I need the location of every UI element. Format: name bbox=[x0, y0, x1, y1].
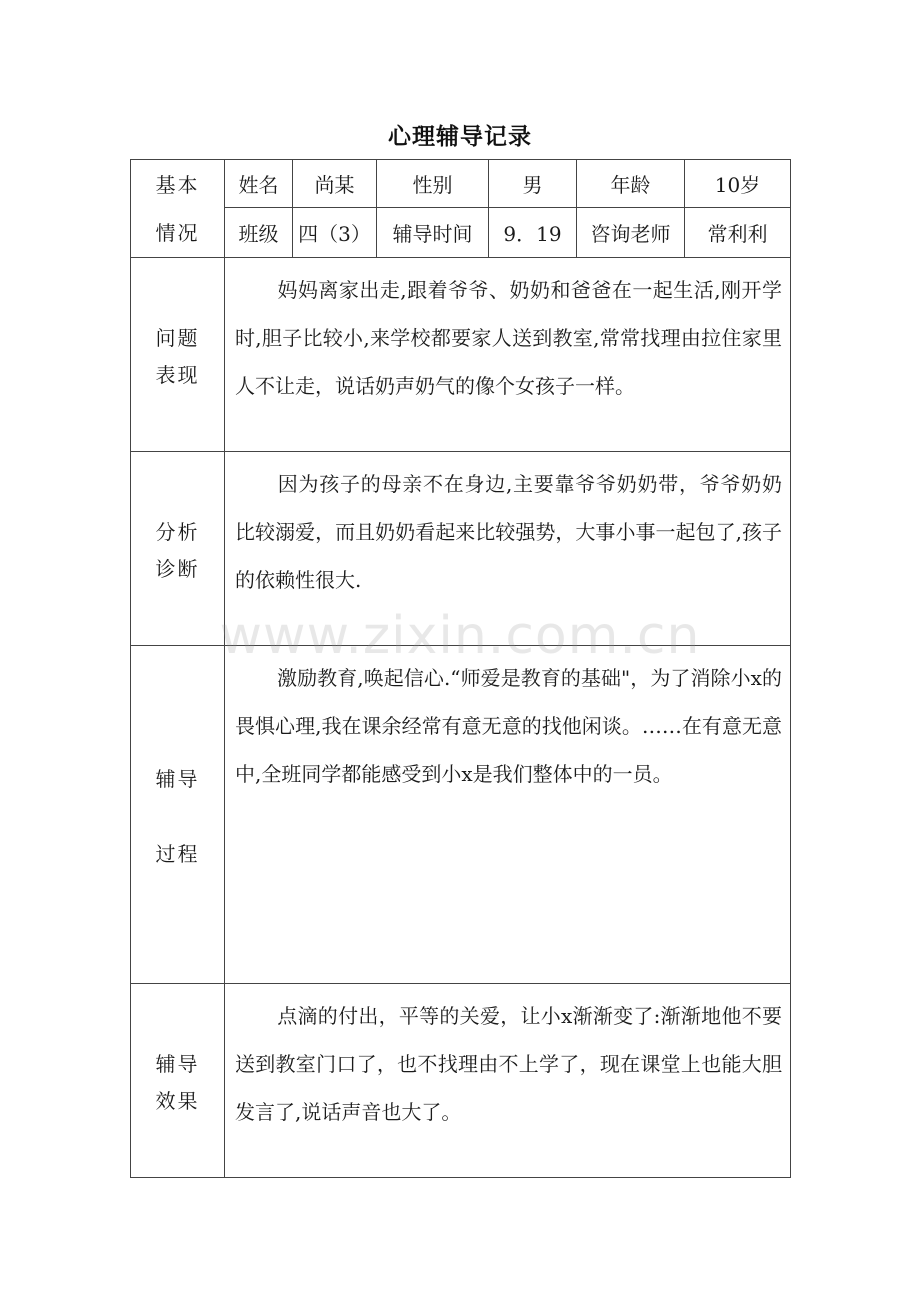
gender-label: 性别 bbox=[377, 160, 489, 208]
analysis-label-line2: 诊断 bbox=[155, 556, 200, 581]
effect-row bbox=[131, 984, 791, 1178]
teacher-label: 咨询老师 bbox=[577, 208, 685, 258]
basic-info-row-1 bbox=[131, 160, 791, 208]
process-content bbox=[225, 646, 791, 984]
problem-content bbox=[225, 258, 791, 452]
process-label bbox=[131, 646, 225, 984]
process-text: 激励教育,唤起信心.“师爱是教育的基础"，为了消除小x的畏惧心理,我在课余经常有意无意的找他闲谈。……在有意无意中,全班同学都能感受到小x是我们整体中的一员。 bbox=[235, 666, 782, 786]
problem-label-line2: 表现 bbox=[155, 362, 200, 387]
process-label-line2: 过程 bbox=[155, 841, 200, 866]
process-label-line1: 辅导 bbox=[155, 766, 200, 791]
basic-info-label-line2: 情况 bbox=[155, 220, 200, 245]
name-value: 尚某 bbox=[293, 160, 377, 208]
process-row bbox=[131, 646, 791, 984]
analysis-content bbox=[225, 452, 791, 646]
page-title: 心理辅导记录 bbox=[388, 124, 532, 150]
time-value: 9．19 bbox=[489, 208, 577, 258]
class-value: 四（3） bbox=[293, 208, 377, 258]
counseling-record-table bbox=[130, 159, 791, 1178]
time-label: 辅导时间 bbox=[377, 208, 489, 258]
class-label: 班级 bbox=[225, 208, 293, 258]
age-value: 10岁 bbox=[685, 160, 791, 208]
problem-label bbox=[131, 258, 225, 452]
watermark: www.zixin.com.cn bbox=[219, 606, 701, 666]
name-label: 姓名 bbox=[225, 160, 293, 208]
effect-label-line2: 效果 bbox=[155, 1088, 200, 1113]
analysis-text: 因为孩子的母亲不在身边,主要靠爷爷奶奶带，爷爷奶奶比较溺爱，而且奶奶看起来比较强势，大事小事一起包了,孩子的依赖性很大. bbox=[235, 472, 782, 592]
effect-label bbox=[131, 984, 225, 1178]
problem-label-line1: 问题 bbox=[155, 325, 200, 350]
effect-label-line1: 辅导 bbox=[155, 1051, 200, 1076]
analysis-row bbox=[131, 452, 791, 646]
basic-info-label bbox=[131, 160, 225, 258]
problem-row bbox=[131, 258, 791, 452]
teacher-value: 常利利 bbox=[685, 208, 791, 258]
analysis-label-line1: 分析 bbox=[155, 519, 200, 544]
problem-text: 妈妈离家出走,跟着爷爷、奶奶和爸爸在一起生活,刚开学时,胆子比较小,来学校都要家人送到教室,常常找理由拉住家里人不让走，说话奶声奶气的像个女孩子一样。 bbox=[235, 278, 782, 398]
basic-info-row-2 bbox=[131, 208, 791, 258]
effect-content bbox=[225, 984, 791, 1178]
basic-info-label-line1: 基本 bbox=[155, 172, 200, 197]
analysis-label bbox=[131, 452, 225, 646]
age-label: 年龄 bbox=[577, 160, 685, 208]
effect-text: 点滴的付出，平等的关爱，让小x渐渐变了:渐渐地他不要送到教室门口了，也不找理由不上学了，现在课堂上也能大胆发言了,说话声音也大了。 bbox=[235, 1004, 782, 1124]
gender-value: 男 bbox=[489, 160, 577, 208]
